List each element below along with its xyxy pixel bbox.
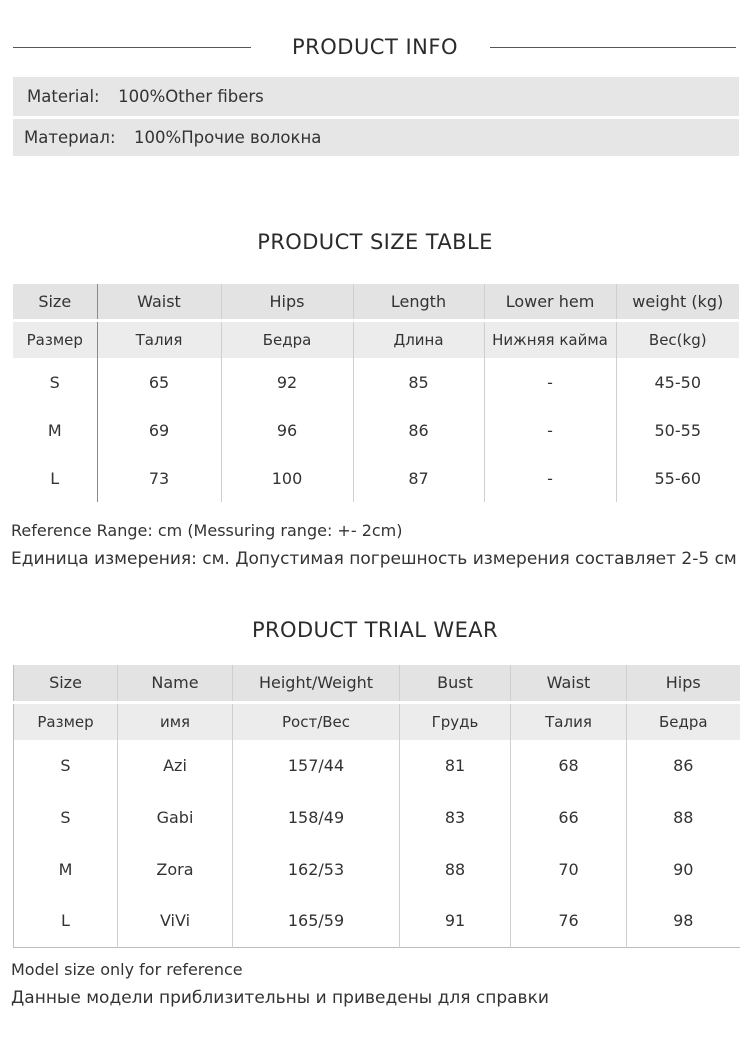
- trial-name-cell: Azi: [118, 740, 233, 791]
- size-reference-note-ru: Единица измерения: см. Допустимая погрешность измерения составляет 2-5 см: [11, 549, 737, 569]
- material-en-bar: [13, 77, 739, 116]
- trial-waist-cell: 76: [511, 895, 627, 947]
- table-row: [13, 406, 739, 454]
- trial-header-bust-ru: Грудь: [400, 702, 511, 740]
- trial-header-size-ru: Размер: [14, 702, 118, 740]
- trial-bust-cell: 81: [400, 740, 511, 791]
- weight-cell: 55-60: [616, 454, 739, 502]
- size-header-hips: Hips: [221, 284, 353, 320]
- trial-wear-title: PRODUCT TRIAL WEAR: [251, 618, 499, 642]
- table-row: [14, 895, 740, 947]
- trial-waist-cell: 68: [511, 740, 627, 791]
- trial-header-size: Size: [14, 665, 118, 702]
- length-cell: 85: [353, 358, 484, 406]
- trial-height-weight-cell: 165/59: [233, 895, 400, 947]
- material-label-en: Material:: [27, 87, 100, 106]
- model-reference-note-ru: Данные модели приблизительны и приведены для справки: [11, 988, 549, 1008]
- size-cell: S: [13, 358, 97, 406]
- trial-hips-cell: 88: [627, 791, 740, 843]
- hips-cell: 92: [221, 358, 353, 406]
- table-row: [13, 454, 739, 502]
- size-header-weight-ru: Вес(kg): [616, 320, 739, 358]
- weight-cell: 50-55: [616, 406, 739, 454]
- material-value-ru: 100%Прочие волокна: [134, 128, 322, 147]
- size-header-lower-hem-ru: Нижняя кайма: [484, 320, 616, 358]
- table-row: [13, 358, 739, 406]
- size-header-size: Size: [13, 284, 97, 320]
- trial-hips-cell: 86: [627, 740, 740, 791]
- material-label-ru: Материал:: [24, 128, 116, 147]
- size-cell: L: [13, 454, 97, 502]
- length-cell: 87: [353, 454, 484, 502]
- size-header-lower-hem: Lower hem: [484, 284, 616, 320]
- trial-waist-cell: 66: [511, 791, 627, 843]
- size-header-size-ru: Размер: [13, 320, 97, 358]
- model-reference-note-en: Model size only for reference: [11, 960, 243, 979]
- trial-header-hips: Hips: [627, 665, 740, 702]
- table-row: [14, 791, 740, 843]
- size-header-weight: weight (kg): [616, 284, 739, 320]
- trial-height-weight-cell: 162/53: [233, 843, 400, 895]
- header-divider-left: [13, 47, 251, 48]
- trial-header-name: Name: [118, 665, 233, 702]
- trial-size-cell: S: [14, 740, 118, 791]
- size-header-length: Length: [353, 284, 484, 320]
- lower-hem-cell: -: [484, 358, 616, 406]
- waist-cell: 69: [97, 406, 221, 454]
- trial-bust-cell: 83: [400, 791, 511, 843]
- table-row: [14, 843, 740, 895]
- trial-name-cell: ViVi: [118, 895, 233, 947]
- trial-waist-cell: 70: [511, 843, 627, 895]
- size-cell: M: [13, 406, 97, 454]
- lower-hem-cell: -: [484, 454, 616, 502]
- size-header-waist: Waist: [97, 284, 221, 320]
- trial-height-weight-cell: 157/44: [233, 740, 400, 791]
- length-cell: 86: [353, 406, 484, 454]
- trial-header-bust: Bust: [400, 665, 511, 702]
- material-ru-bar: [13, 119, 739, 156]
- trial-height-weight-cell: 158/49: [233, 791, 400, 843]
- trial-wear-table: [13, 665, 740, 948]
- lower-hem-cell: -: [484, 406, 616, 454]
- table-row: [14, 740, 740, 791]
- size-table: [13, 284, 739, 502]
- trial-name-cell: Zora: [118, 843, 233, 895]
- trial-name-cell: Gabi: [118, 791, 233, 843]
- trial-hips-cell: 90: [627, 843, 740, 895]
- size-header-hips-ru: Бедра: [221, 320, 353, 358]
- hips-cell: 100: [221, 454, 353, 502]
- trial-header-waist: Waist: [511, 665, 627, 702]
- trial-size-cell: L: [14, 895, 118, 947]
- trial-header-height-weight-ru: Рост/Вес: [233, 702, 400, 740]
- material-value-en: 100%Other fibers: [118, 87, 264, 106]
- weight-cell: 45-50: [616, 358, 739, 406]
- size-reference-note-en: Reference Range: cm (Messuring range: +- 2cm): [11, 521, 403, 540]
- size-table-title: PRODUCT SIZE TABLE: [257, 230, 493, 254]
- size-header-waist-ru: Талия: [97, 320, 221, 358]
- trial-header-waist-ru: Талия: [511, 702, 627, 740]
- product-info-title: PRODUCT INFO: [282, 32, 468, 62]
- trial-size-cell: S: [14, 791, 118, 843]
- trial-size-cell: M: [14, 843, 118, 895]
- trial-bust-cell: 91: [400, 895, 511, 947]
- header-divider-right: [490, 47, 736, 48]
- trial-header-height-weight: Height/Weight: [233, 665, 400, 702]
- waist-cell: 73: [97, 454, 221, 502]
- product-info-header: [0, 32, 750, 62]
- trial-bust-cell: 88: [400, 843, 511, 895]
- trial-header-name-ru: имя: [118, 702, 233, 740]
- size-header-length-ru: Длина: [353, 320, 484, 358]
- trial-hips-cell: 98: [627, 895, 740, 947]
- hips-cell: 96: [221, 406, 353, 454]
- trial-header-hips-ru: Бедра: [627, 702, 740, 740]
- waist-cell: 65: [97, 358, 221, 406]
